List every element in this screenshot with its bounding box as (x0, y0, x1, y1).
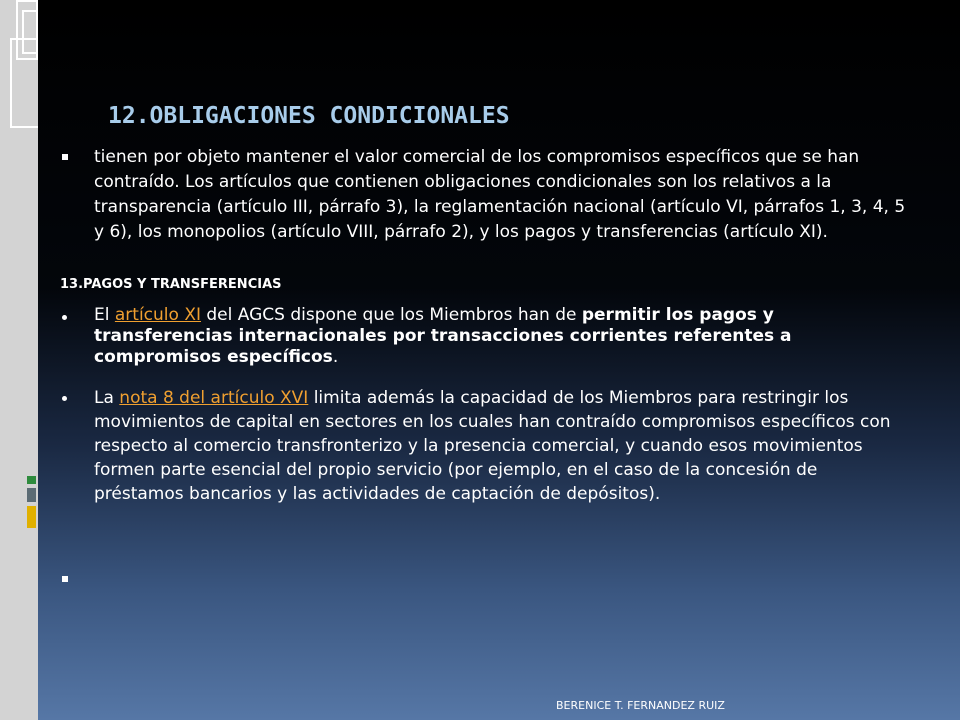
accent-tick-yellow (27, 506, 36, 528)
square-bullet-icon (62, 154, 68, 160)
bullet2-prefix: La (94, 388, 120, 408)
decorative-outline-frame-lower (10, 38, 38, 128)
round-bullet-icon (62, 315, 67, 320)
paragraph-obligaciones: tienen por objeto mantener el valor comercial de los compromisos específicos que se han contraído. Los artículos que contienen obligaciones condicionales son los relativos a la transparencia (artículo III, párrafo 3), la reglamentación nacional (artículo VI, párrafos 1, 3, 4, 5 y 6), los monopolios (artículo VIII, párrafo 2), y los pagos y transferencias (artículo XI). (94, 147, 906, 242)
bullet1-suffix: . (332, 347, 339, 367)
subheading-pagos: 13.PAGOS Y TRANSFERENCIAS (60, 277, 282, 292)
round-bullet-icon (62, 396, 67, 401)
bullet1-bold: permitir los pagos y transferencias internacionales por transacciones corrientes referentes a compromisos específicos (94, 305, 792, 367)
empty-square-bullet-icon (62, 576, 68, 582)
link-articulo-xi[interactable]: artículo XI (114, 305, 201, 325)
bullet-nota-8 (94, 386, 904, 506)
bullet2-suffix: limita además la capacidad de los Miembros para restringir los movimientos de capital en sectores en los cuales han contraído compromisos específicos con respecto al comercio transfronterizo y la presencia comercial, y cuando esos movimientos formen parte esencial del propio servicio (por ejemplo, en el caso de la concesión de préstamos bancarios y las actividades de captación de depósitos). (94, 388, 891, 504)
bullet1-middle: del AGCS dispone que los Miembros han de (200, 305, 582, 325)
slide-title: 12.OBLIGACIONES CONDICIONALES (108, 103, 510, 129)
bullet-articulo-xi (94, 305, 904, 368)
link-nota-8-articulo-xvi[interactable]: nota 8 del artículo XVI (119, 388, 309, 408)
bullet1-prefix: El (94, 305, 115, 325)
accent-tick-green (27, 476, 36, 484)
accent-tick-gray (27, 488, 36, 502)
footer-author: BERENICE T. FERNANDEZ RUIZ (556, 699, 725, 712)
